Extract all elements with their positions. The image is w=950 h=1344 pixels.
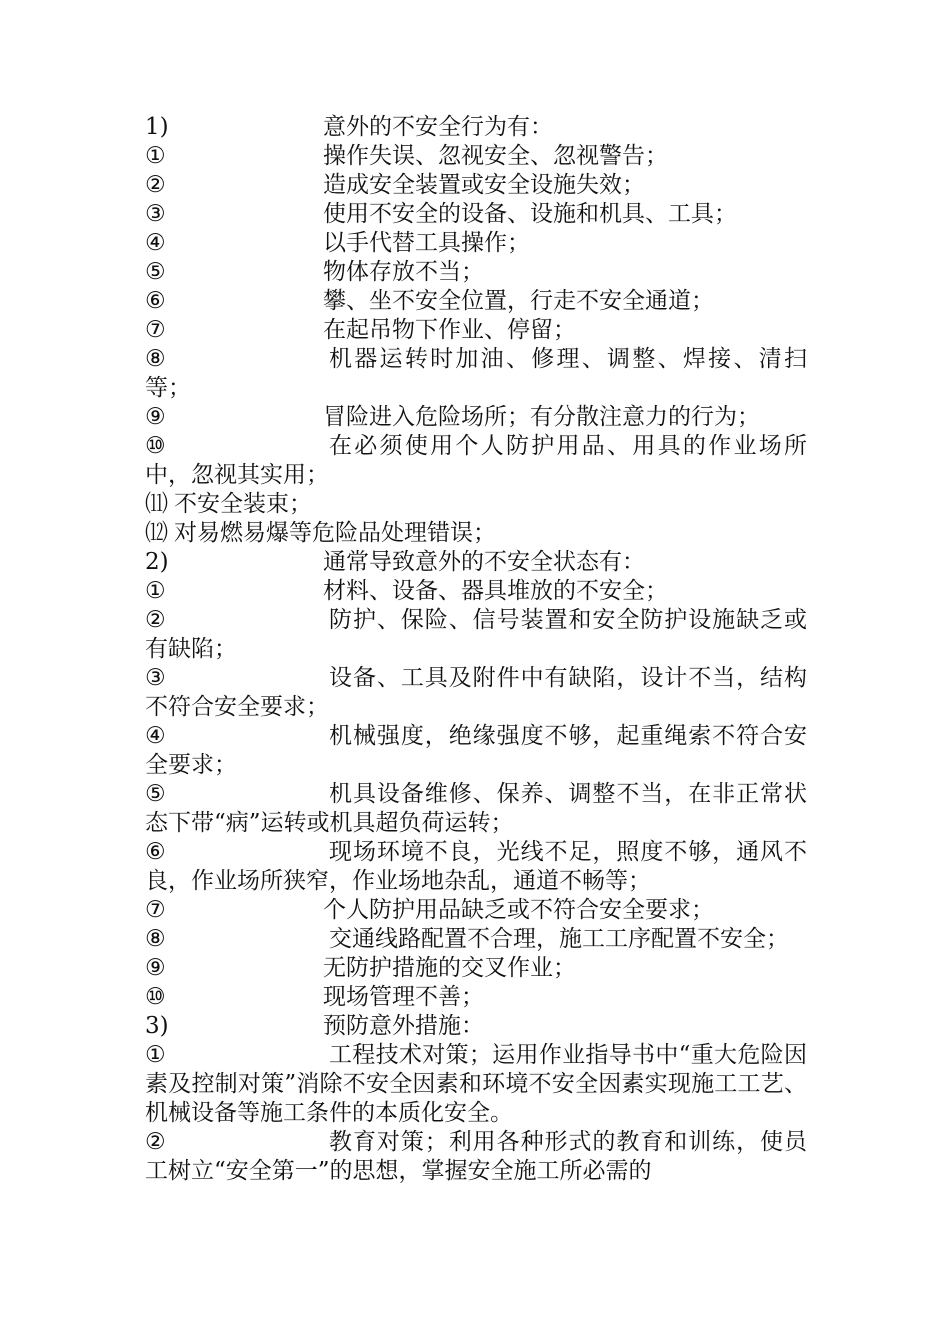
- item-text: 教育对策；利用各种形式的教育和训练，使员工树立“安全第一”的思想，掌握安全施工所必需的: [145, 1129, 807, 1184]
- item-marker: ④: [145, 230, 166, 256]
- list-item: [145, 925, 807, 954]
- item-marker: ⑧: [145, 926, 166, 952]
- item-text: 物体存放不当；: [323, 259, 484, 285]
- item-marker: ①: [145, 578, 166, 604]
- list-item: [145, 432, 807, 490]
- item-text: 在必须使用个人防护用品、用具的作业场所中，忽视其实用；: [145, 433, 807, 488]
- document-page: [145, 113, 807, 1186]
- list-item: [145, 983, 807, 1012]
- item-text: 使用不安全的设备、设施和机具、工具；: [323, 201, 737, 227]
- list-item: [145, 664, 807, 722]
- list-item: [145, 838, 807, 896]
- item-marker: ②: [145, 1129, 166, 1155]
- item-text: 现场环境不良，光线不足，照度不够，通风不良，作业场所狭窄，作业场地杂乱，通道不畅等；: [145, 839, 807, 894]
- list-item: [145, 1041, 807, 1128]
- item-marker: ③: [145, 665, 166, 691]
- list-item: [145, 171, 807, 200]
- item-text: 防护、保险、信号装置和安全防护设施缺乏或有缺陷；: [145, 607, 807, 662]
- item-marker: ④: [145, 723, 166, 749]
- list-item: [145, 722, 807, 780]
- list-item: [145, 287, 807, 316]
- section-marker: 3): [145, 1013, 169, 1039]
- item-marker: ⑾: [145, 491, 168, 517]
- list-item: [145, 1128, 807, 1186]
- list-item: [145, 606, 807, 664]
- section-heading-2: [145, 548, 807, 577]
- list-item: [145, 200, 807, 229]
- list-item: [145, 954, 807, 983]
- item-text: 对易燃易爆等危险品处理错误；: [174, 520, 496, 546]
- list-item: [145, 403, 807, 432]
- section-marker: 1): [145, 114, 169, 140]
- item-marker: ⑨: [145, 955, 166, 981]
- item-marker: ⑩: [145, 433, 166, 459]
- section-title: 通常导致意外的不安全状态有：: [323, 549, 645, 575]
- item-text: 交通线路配置不合理，施工工序配置不安全；: [329, 926, 789, 952]
- item-marker: ⑿: [145, 520, 168, 546]
- item-text: 在起吊物下作业、停留；: [323, 317, 576, 343]
- item-text: 造成安全装置或安全设施失效；: [323, 172, 645, 198]
- item-marker: ②: [145, 607, 166, 633]
- item-text: 个人防护用品缺乏或不符合安全要求；: [323, 897, 714, 923]
- list-item: [145, 229, 807, 258]
- item-marker: ⑨: [145, 404, 166, 430]
- list-item: [145, 345, 807, 403]
- list-item: [145, 896, 807, 925]
- item-text: 工程技术对策；运用作业指导书中“重大危险因素及控制对策”消除不安全因素和环境不安全因素实现施工工艺、机械设备等施工条件的本质化安全。: [145, 1042, 807, 1126]
- item-text: 机械强度，绝缘强度不够，起重绳索不符合安全要求；: [145, 723, 807, 778]
- item-marker: ⑧: [145, 346, 166, 372]
- section-marker: 2): [145, 549, 169, 575]
- list-item: [145, 258, 807, 287]
- item-text: 操作失误、忽视安全、忽视警告；: [323, 143, 668, 169]
- item-text: 攀、坐不安全位置，行走不安全通道；: [323, 288, 714, 314]
- item-text: 冒险进入危险场所；有分散注意力的行为；: [323, 404, 760, 430]
- item-text: 设备、工具及附件中有缺陷，设计不当，结构不符合安全要求；: [145, 665, 807, 720]
- section-heading-3: [145, 1012, 807, 1041]
- list-item: [145, 519, 807, 548]
- list-item: [145, 490, 807, 519]
- item-text: 机具设备维修、保养、调整不当，在非正常状态下带“病”运转或机具超负荷运转；: [145, 781, 807, 836]
- item-text: 不安全装束；: [174, 491, 312, 517]
- item-marker: ②: [145, 172, 166, 198]
- item-marker: ⑥: [145, 288, 166, 314]
- item-marker: ⑦: [145, 897, 166, 923]
- list-item: [145, 316, 807, 345]
- section-title: 预防意外措施：: [323, 1013, 484, 1039]
- section-title: 意外的不安全行为有：: [323, 114, 553, 140]
- item-marker: ③: [145, 201, 166, 227]
- section-heading-1: [145, 113, 807, 142]
- list-item: [145, 577, 807, 606]
- item-text: 现场管理不善；: [323, 984, 484, 1010]
- item-text: 材料、设备、器具堆放的不安全；: [323, 578, 668, 604]
- item-marker: ⑥: [145, 839, 166, 865]
- list-item: [145, 780, 807, 838]
- item-marker: ①: [145, 1042, 166, 1068]
- item-marker: ⑤: [145, 781, 166, 807]
- item-marker: ⑦: [145, 317, 166, 343]
- item-marker: ①: [145, 143, 166, 169]
- item-marker: ⑩: [145, 984, 166, 1010]
- item-text: 以手代替工具操作；: [323, 230, 530, 256]
- item-marker: ⑤: [145, 259, 166, 285]
- list-item: [145, 142, 807, 171]
- item-text: 机器运转时加油、修理、调整、焊接、清扫等；: [145, 346, 807, 401]
- item-text: 无防护措施的交叉作业；: [323, 955, 576, 981]
